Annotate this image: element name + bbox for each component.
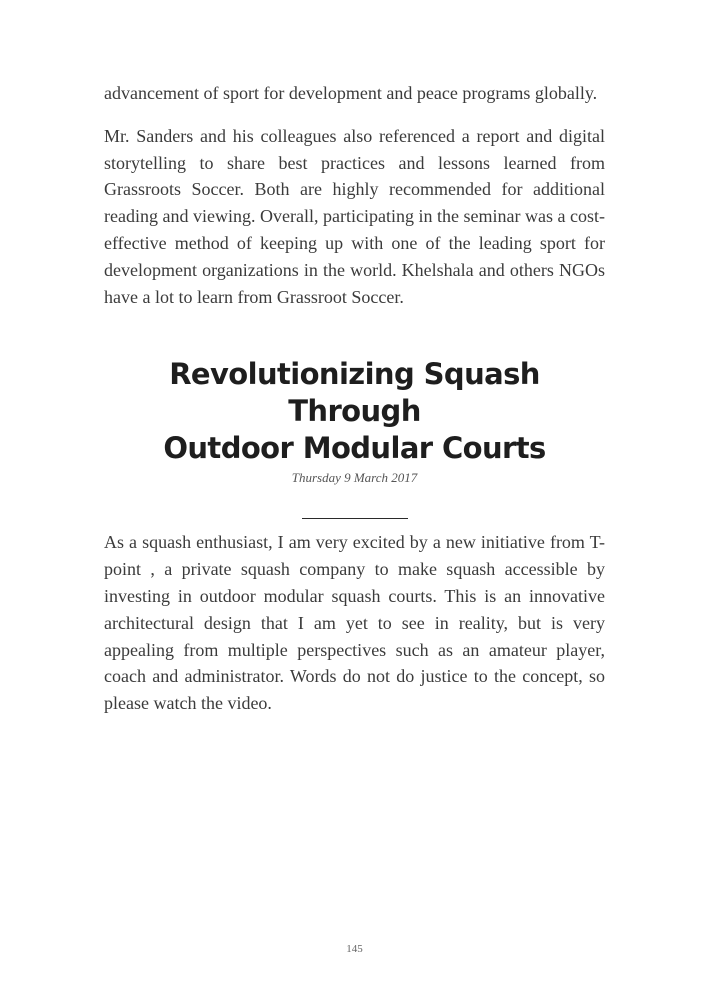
paragraph-seminar-summary: Mr. Sanders and his colleagues also referenced a report and digital storytelling to share best practices and lessons learned from Grassroots Soccer. Both are highly recommended for additional reading and viewing. Overall, participating in the seminar was a cost-effective method of keeping up with one of the leading sport for development organizations in the world. Khelshala and others NGOs have a lot to learn from Grassroot Soccer. bbox=[104, 125, 605, 307]
page-content bbox=[104, 80, 605, 717]
article-title bbox=[104, 356, 605, 467]
page-number: 145 bbox=[346, 943, 363, 955]
article-title-line-2: Outdoor Modular Courts bbox=[163, 431, 546, 466]
section-divider bbox=[302, 518, 408, 519]
article-title-line-1: Revolutionizing Squash Through bbox=[169, 357, 540, 429]
article-body: As a squash enthusiast, I am very excited by a new initiative from T-point , a private squash company to make squash accessible by investing in outdoor modular squash courts. This is an innovative architectural design that I am yet to see in reality, but is very appealing from multiple perspectives such as an amateur player, coach and administrator. Words do not do justice to the concept, so please watch the video. bbox=[104, 532, 605, 714]
article-date: Thursday 9 March 2017 bbox=[291, 470, 418, 486]
paragraph-continuation: advancement of sport for development and peace programs globally. bbox=[104, 83, 598, 103]
